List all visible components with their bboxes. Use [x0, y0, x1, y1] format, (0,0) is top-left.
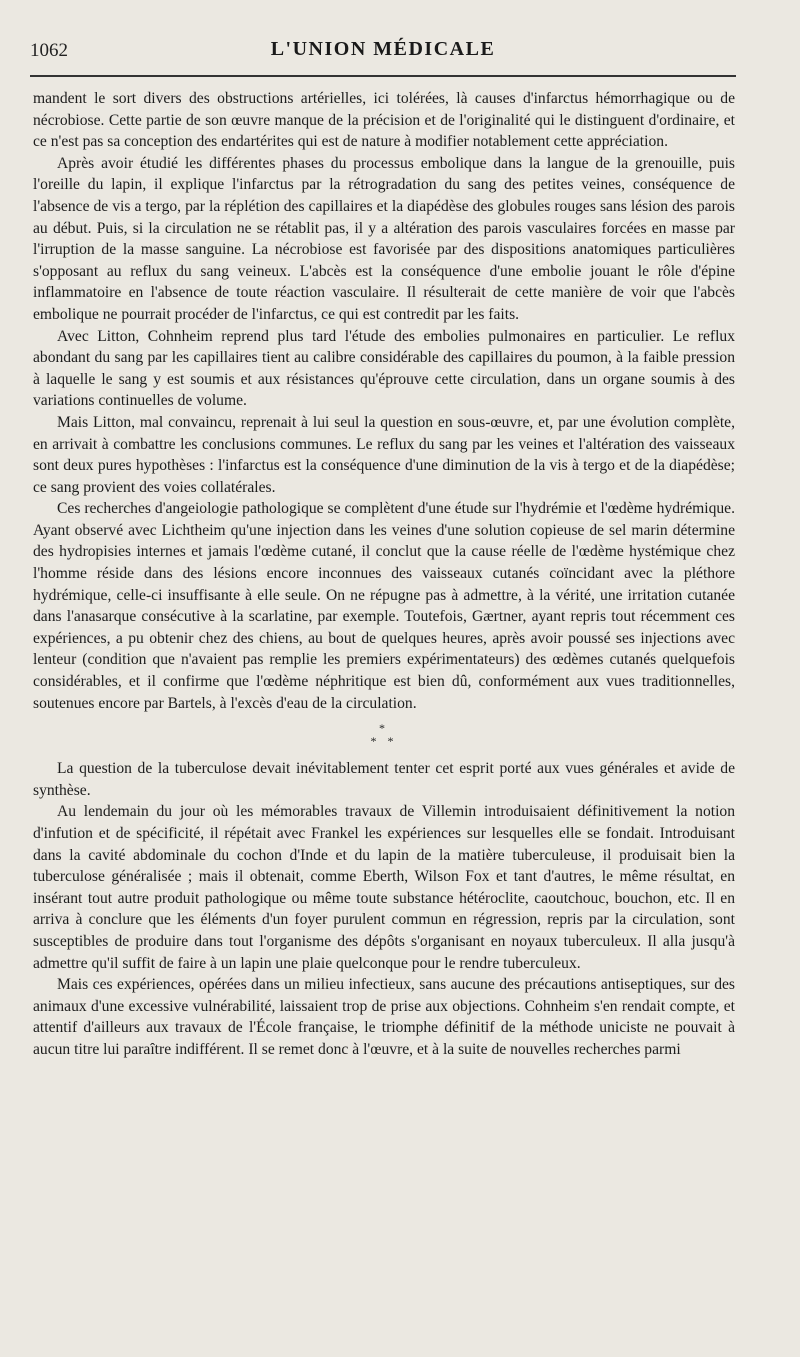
paragraph: La question de la tuberculose devait inévitablement tenter cet esprit porté aux vues générales et avide de synthèse. [33, 760, 735, 799]
paragraph: mandent le sort divers des obstructions artérielles, ici tolérées, là causes d'infarctus hémorrhagique ou de nécrobiose. Cette partie de son œuvre manque de la précision et de l'originalité qui le distinguent d'ordinaire, et ce n'est pas sa conception des endartérites qui est de nature à modifier notablement cette appréciation. [33, 90, 735, 151]
paragraph: Avec Litton, Cohnheim reprend plus tard l'étude des embolies pulmonaires en particulier. Le reflux abondant du sang par les capillaires tient au calibre considérable des capillaires du poumon, à la faible pression à laquelle le sang y est soumis et aux résistances qu'éprouve cette circulation, dans un organe soumis à des variations continuelles de volume. [33, 327, 735, 410]
separator-top-asterisk: * [379, 721, 389, 736]
paragraph: Au lendemain du jour où les mémorables travaux de Villemin introduisaient définitivement la notion d'infution et de spécificité, il répétait avec Frankel les expériences sur lesquelles elle se fondait. Introduisant dans la cavité abdominale du cochon d'Inde et du lapin de la matière tuberculeuse, il produisait bien la tuberculose généralisée ; mais il obtenait, comme Eberth, Wilson Fox et tant d'autres, le même résultat, en insérant tout autre produit pathologique ou même toute substance hétéroclite, caoutchouc, bouchon, etc. Il en arriva à conclure que les éléments d'un foyer purulent commun en régression, repris par la circulation, sont susceptibles de produire dans tout l'organisme des dépôts s'organisant en noyaux tuberculeux. Il alla jusqu'à admettre qu'il suffit de faire à un lapin une plaie quelconque pour le rendre tuberculeux. [33, 803, 735, 972]
section-separator [33, 722, 735, 748]
page-number: 1062 [30, 40, 68, 61]
page-header [30, 38, 736, 66]
paragraph: Après avoir étudié les différentes phases du processus embolique dans la langue de la grenouille, puis l'oreille du lapin, il explique l'infarctus par la rétrogradation du sang des petites veines, conséquence de l'absence de vis a tergo, par la réplétion des capillaires et la diapédèse des globules rouges sans lésion des parois au début. Puis, si la circulation ne se rétablit pas, il y a altération des parois vasculaires forcées en masse par l'irruption de la masse sanguine. La nécrobiose est favorisée par des dispositions anatomiques particulières s'opposant au reflux du sang veineux. L'abcès est la conséquence d'une embolie jouant le rôle d'épine inflammatoire en l'absence de toute réaction vasculaire. Il résulterait de cette manière de voir que l'abcès embolique ne pourrait procéder de l'infarctus, ce qui est contredit par les faits. [33, 154, 735, 323]
article-body [33, 88, 735, 1061]
paragraph: Mais Litton, mal convaincu, reprenait à lui seul la question en sous-œuvre, et, par une évolution complète, en arrivait à combattre les conclusions communes. Le reflux du sang par les veines et l'altération des vaisseaux sont deux pures hypothèses : l'infarctus est la conséquence d'une diminution de la vis à tergo et de la diapédèse; ce sang provient des voies collatérales. [33, 413, 735, 496]
header-rule [30, 75, 736, 77]
journal-title: L'UNION MÉDICALE [270, 38, 496, 60]
paragraph: Mais ces expériences, opérées dans un milieu infectieux, sans aucune des précautions antiseptiques, sur des animaux d'une excessive vulnérabilité, laissaient trop de prise aux objections. Cohnheim s'en rendait compte, et attentif d'ailleurs aux travaux de l'École française, le triomphe définitif de la méthode unicistе ne pouvait à aucun titre lui paraître indifférent. Il se remet donc à l'œuvre, et à la suite de nouvelles recherches parmi [33, 976, 735, 1058]
separator-bottom-asterisks: * * [370, 734, 398, 749]
paragraph: Ces recherches d'angeiologie pathologique se complètent d'une étude sur l'hydrémie et l'œdème hydrémique. Ayant observé avec Lichtheim qu'une injection dans les veines d'une solution copieuse de sel marin détermine des hydropisies internes et jamais l'œdème cutané, il conclut que la cause réelle de l'œdème hystémique chez l'homme réside dans des lésions encore inconnues des vaisseaux cutanés coïncidant avec la pléthore hydrémique, celle-ci insuffisante à elle seule. On ne répugne pas à admettre, à la vérité, une irritation cutanée dans l'anasarque consécutive à la scarlatine, par exemple. Toutefois, Gærtner, ayant repris tout récemment ces expériences, a pu obtenir chez des chiens, au bout de quelques heures, après avoir poussé ses injections avec lenteur (condition que n'avaient pas remplie les premiers expérimentateurs) des œdèmes cutanés quelquefois considérables, et il confirme que l'œdème néphritique est bien dû, conformément aux vues traditionnelles, soutenues encore par Bartels, à l'excès d'eau de la circulation. [33, 500, 735, 712]
